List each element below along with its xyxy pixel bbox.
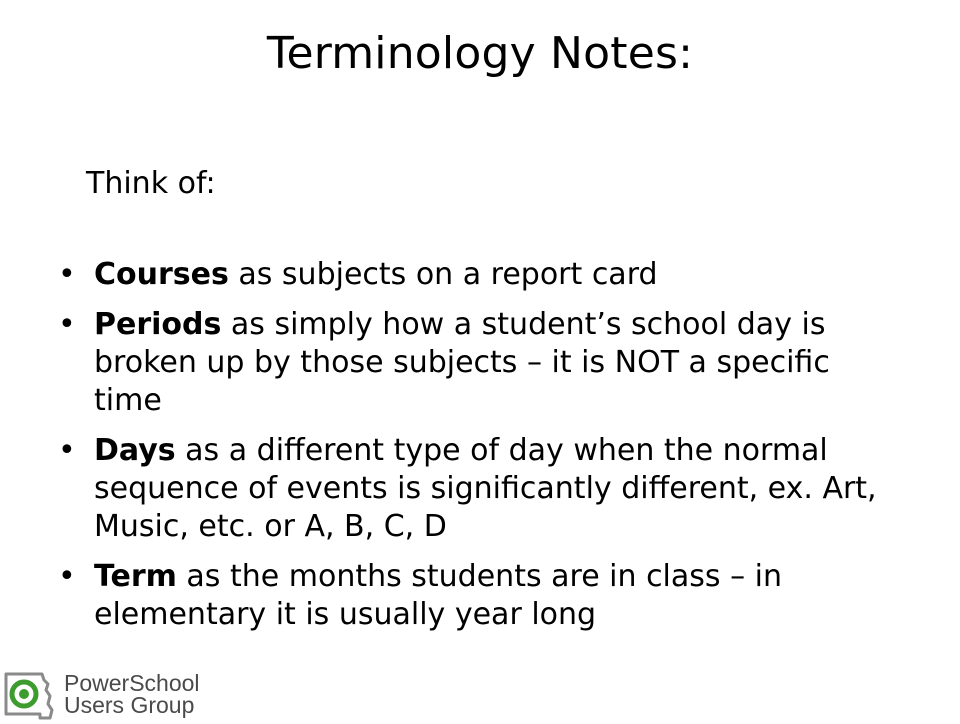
missouri-map-logo-icon <box>2 668 54 720</box>
term-label: Days <box>94 433 176 468</box>
bullet-icon: • <box>58 257 76 292</box>
logo-line-1: PowerSchool <box>64 670 200 696</box>
list-item-courses <box>58 256 898 294</box>
logo-line-2: Users Group <box>64 692 195 718</box>
list-item-days <box>58 432 898 546</box>
term-label: Periods <box>94 307 222 342</box>
slide-title: Terminology Notes: <box>266 28 694 79</box>
term-description: as the months students are in class – in elementary it is usually year long <box>94 559 782 632</box>
term-description: as simply how a student’s school day is broken up by those subjects – it is NOT a specific time <box>94 307 830 418</box>
term-description: as a different type of day when the normal sequence of events is significantly different, ex. Art, Music, etc. or A, B, C, D <box>94 433 877 544</box>
term-description: as subjects on a report card <box>228 257 658 292</box>
term-label: Courses <box>94 257 229 292</box>
logo-text <box>64 672 200 716</box>
powerschool-users-group-logo <box>2 668 200 720</box>
terminology-list <box>58 256 898 646</box>
term-label: Term <box>94 559 177 594</box>
bullet-icon: • <box>58 559 76 594</box>
bullet-icon: • <box>58 433 76 468</box>
list-item-periods <box>58 306 898 420</box>
intro-text: Think of: <box>86 166 216 201</box>
list-item-term <box>58 558 898 634</box>
bullet-icon: • <box>58 307 76 342</box>
